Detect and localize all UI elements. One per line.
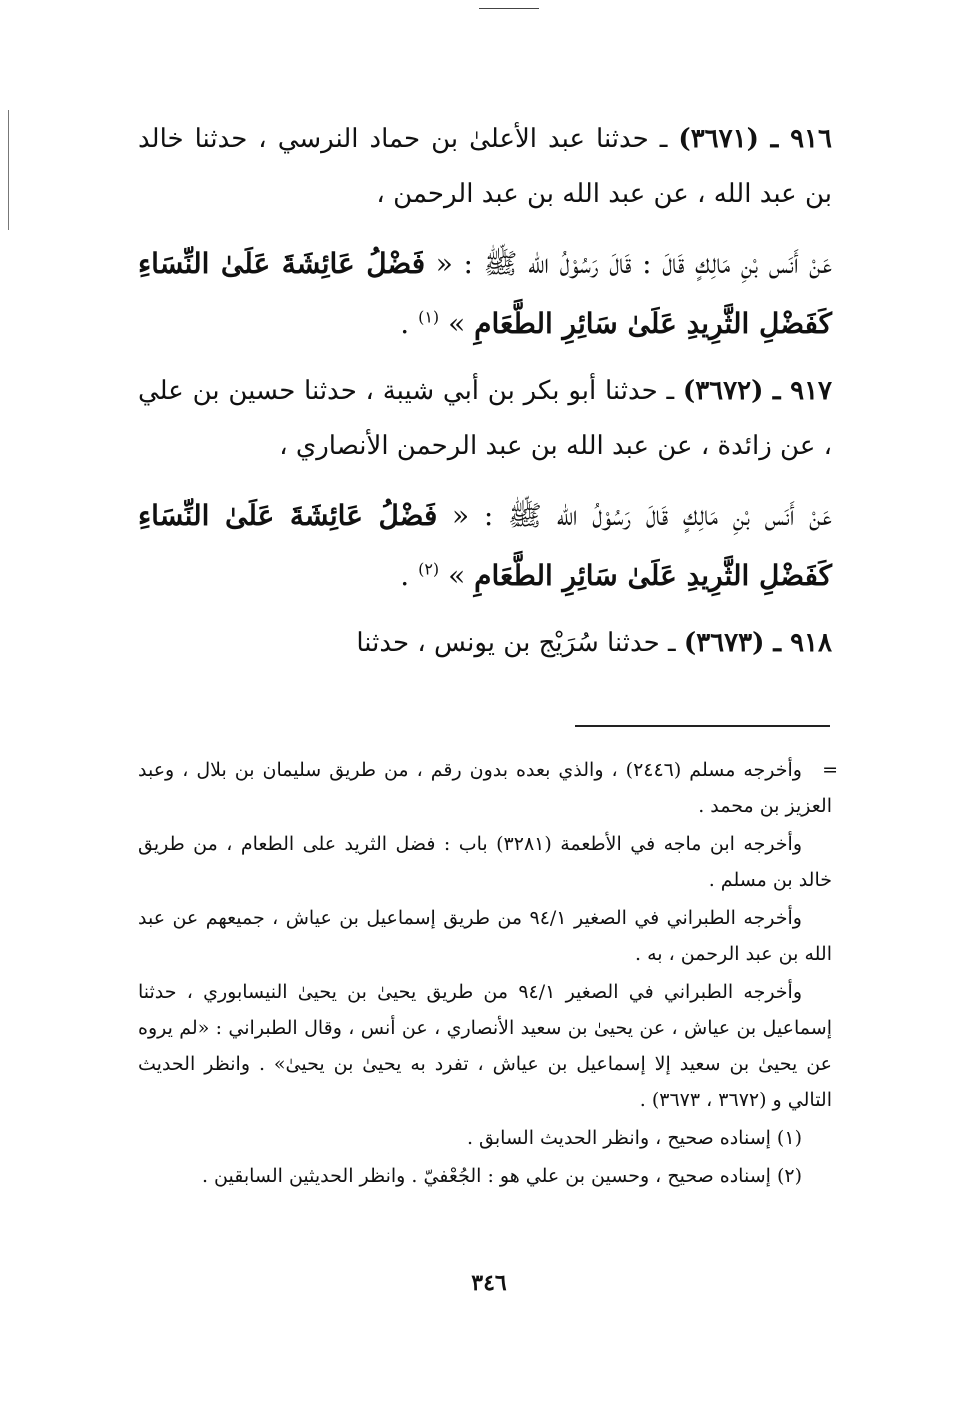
continuation-mark: = [822,759,838,781]
hadith-917-quote-close: » [448,559,466,592]
footnote-1: (١) إسناده صحيح ، وانظر الحديث السابق . [466,1127,802,1149]
hadith-916-end: . [400,307,410,340]
hadith-917-chain: ـ حدثنا أبو بكر بن أبي شيبة ، حدثنا حسين بن علي ، عن زائدة ، عن عبد الله بن عبد الرحمن الأنصاري ، [138,376,832,461]
footnote-continued-3: وأخرجه الطبراني في الصغير ٩٤/١ من طريق إسماعيل بن عياش ، جميعهم عن عبد الله بن عبد الرحمن ، به . [138,907,832,965]
hadith-918-number: ٩١٨ ـ (٣٦٧٣) [683,628,832,658]
footnote-ref-1[interactable]: (١) [418,307,440,327]
hadith-918-chain: ـ حدثنا سُرَيْج بن يونس ، حدثنا [356,628,676,658]
footnotes [138,752,838,1196]
hadith-917-end: . [400,559,410,592]
hadith-916-matn [138,234,832,354]
footnote-continued-4: وأخرجه الطبراني في الصغير ٩٤/١ من طريق يحيىٰ بن يحيىٰ النيسابوري ، حدثنا إسماعيل بن عياش ، عن يحيىٰ بن سعيد الأنصاري ، عن أنس ، وقال الطبراني : «لم يروه عن يحيىٰ بن سعيد إلا إسماعيل بن عياش ، تفرد به يحيىٰ بن يحيىٰ» . وانظر الحديث التالي و (٣٦٧٢ ، ٣٦٧٣) . [138,981,832,1111]
hadith-917-quote: فَضْلُ عَائِشَةَ عَلَىٰ النِّسَاءِ كَفَضْلِ الثَّرِيدِ عَلَىٰ سَائِرِ الطَّعَامِ [138,499,832,592]
hadith-917-matn [138,486,832,606]
hadith-917-isnad [138,364,832,474]
hadith-916-quote: فَضْلُ عَائِشَةَ عَلَىٰ النِّسَاءِ كَفَضْلِ الثَّرِيدِ عَلَىٰ سَائِرِ الطَّعَامِ [138,247,832,340]
top-rule [479,8,539,9]
hadith-916-quote-close: » [448,307,466,340]
hadith-916-isnad [138,112,832,222]
hadith-918-isnad [138,616,832,671]
footnote-2: (٢) إسناده صحيح ، وحسين بن علي هو : الجُعْفيّ . وانظر الحديثين السابقين . [201,1165,802,1187]
footnote-continued-1: وأخرجه مسلم (٢٤٤٦) ، والذي بعده بدون رقم ، من طريق سليمان بن بلال ، وعبد العزيز بن محمد . [138,759,832,817]
footnote-ref-2[interactable]: (٢) [418,559,440,579]
hadith-916-chain: ـ حدثنا عبد الأعلىٰ بن حماد النرسي ، حدثنا خالد بن عبد الله ، عن عبد الله بن عبد الرحمن ، [138,124,832,209]
page-number: ٣٤٦ [471,1270,507,1296]
scan-edge-mark [8,110,9,230]
hadith-917-matn-intro: عَنْ أَنَس بْنِ مَالِكٍ قَالَ رَسُوْلُ الله ﷺ : « [452,499,832,532]
hadith-916-number: ٩١٦ ـ (٣٦٧١) [678,124,832,154]
footnote-separator [575,725,830,727]
main-text [138,112,832,683]
hadith-917-number: ٩١٧ ـ (٣٦٧٢) [682,376,833,406]
footnote-continued-2: وأخرجه ابن ماجه في الأطعمة (٣٢٨١) باب : فضل الثريد على الطعام ، من طريق خالد بن مسلم . [138,833,832,891]
hadith-916-matn-intro: عَنْ أَنَس بْنِ مَالِكٍ قَالَ : قَالَ رَسُوْلُ الله ﷺ : « [435,247,833,280]
